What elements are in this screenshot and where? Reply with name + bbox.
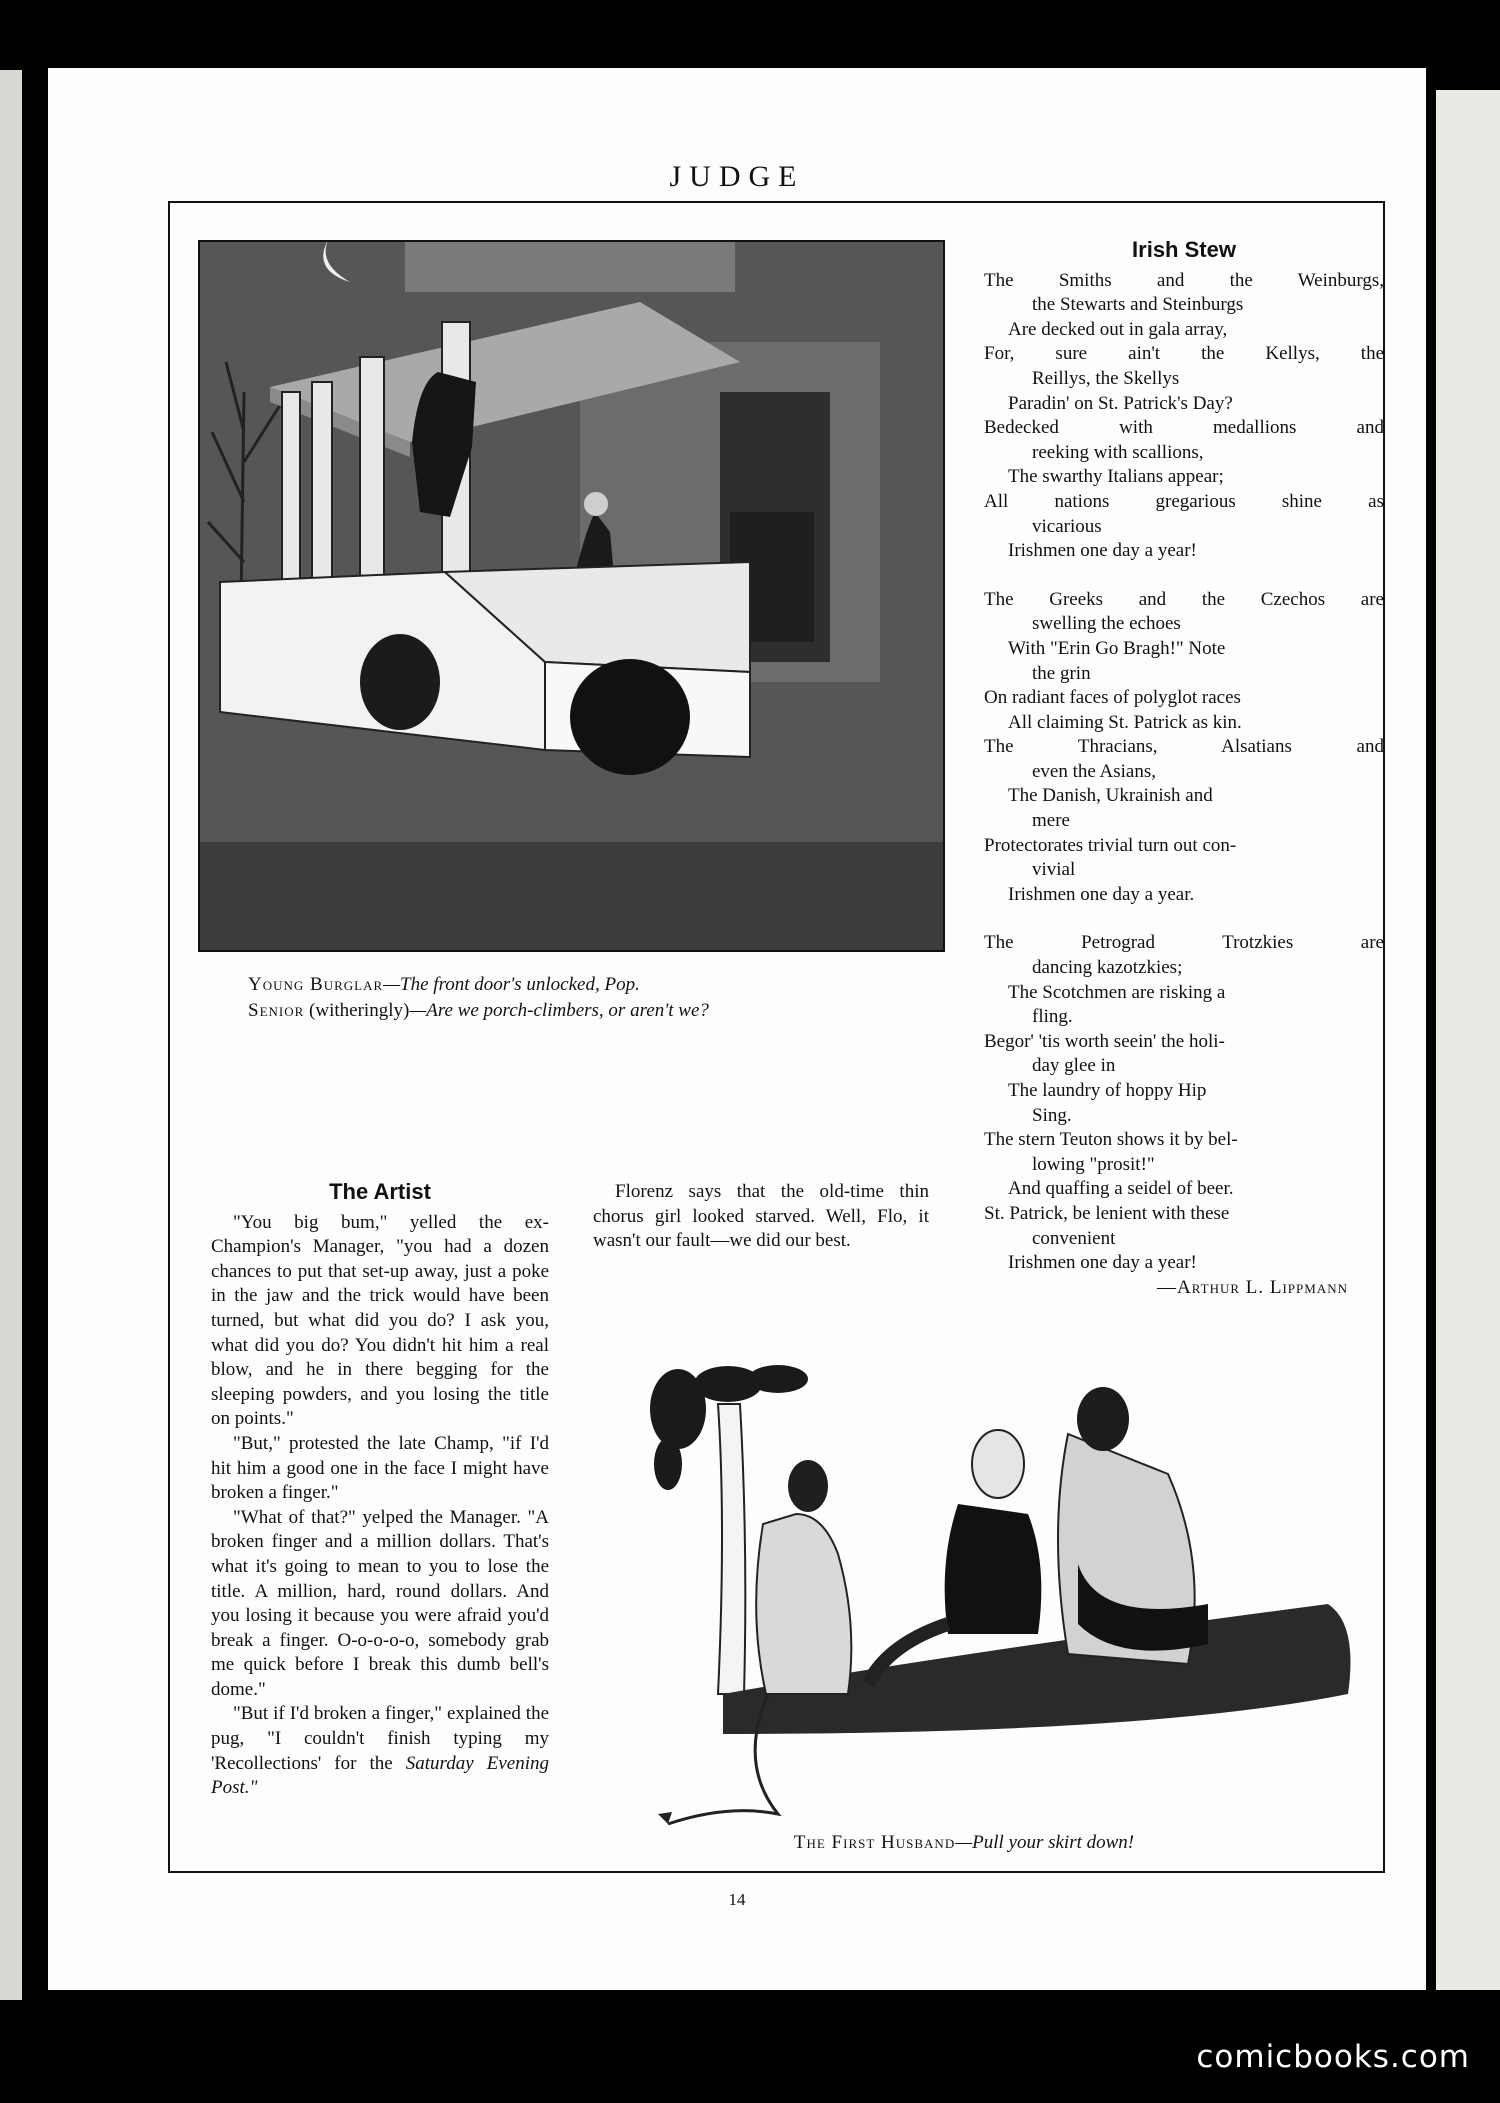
- poem-line: The Petrograd Trotzkies are: [984, 932, 1384, 954]
- eve-head: [972, 1430, 1024, 1498]
- caption-text: —Pull your skirt down!: [955, 1832, 1135, 1853]
- poem-line: The swarthy Italians appear;: [1008, 466, 1224, 488]
- poem-line: All claiming St. Patrick as kin.: [1008, 711, 1242, 733]
- poem-line: And quaffing a seidel of beer.: [1008, 1178, 1234, 1200]
- the-artist-story: [211, 1180, 549, 1801]
- poem-line: fling.: [1032, 1006, 1073, 1028]
- publication-name: Saturday Evening Post.": [211, 1752, 549, 1799]
- poem-line: the grin: [1032, 662, 1091, 684]
- poem-line: The stern Teuton shows it by bel-: [984, 1129, 1238, 1151]
- porch-burglars-illustration: [198, 240, 945, 952]
- poem-line: Sing.: [1032, 1104, 1072, 1126]
- poem-stanza-1: [984, 269, 1384, 564]
- caption-line-1: [248, 972, 709, 998]
- poem-line: Bedecked with medallions and: [984, 417, 1384, 439]
- tree-trunk: [718, 1404, 745, 1694]
- story-paragraph-text: "But if I'd broken a finger," explained the pug, "I couldn't finish typing my 'Recollections' for the: [211, 1703, 549, 1774]
- story-paragraph: "You big bum," yelled the ex-Champion's Manager, "you had a dozen chances to put that set-up away, just a poke in the jaw and the trick would have been turned, but what did you do? I ask you, what did you do? You didn't hit him a real blow, and he in there begging for the sleeping powders, and you losing the title on points.": [211, 1211, 549, 1430]
- poem-line: The Thracians, Alsatians and: [984, 736, 1384, 758]
- poem-line: On radiant faces of polyglot races: [984, 687, 1241, 709]
- magazine-title: JUDGE: [669, 160, 805, 193]
- poem-line: Paradin' on St. Patrick's Day?: [1008, 392, 1233, 414]
- poem-line: The Greeks and the Czechos are: [984, 588, 1384, 610]
- poem-line: convenient: [1032, 1227, 1116, 1249]
- poem-line: For, sure ain't the Kellys, the: [984, 343, 1384, 365]
- poem-line: Irishmen one day a year.: [1008, 883, 1195, 905]
- devil-head: [788, 1460, 828, 1512]
- poem-line: mere: [1032, 810, 1070, 832]
- story-paragraph: "But," protested the late Champ, "if I'd hit him a good one in the face I might have broken a finger.": [211, 1432, 549, 1504]
- poem-line: The Danish, Ukrainish and: [1008, 785, 1213, 807]
- poem-line: Irishmen one day a year!: [1008, 1252, 1197, 1274]
- page-number: 14: [728, 1890, 746, 1909]
- poem-stanza-2: [984, 588, 1384, 908]
- poem-line: Reillys, the Skellys: [1032, 367, 1180, 389]
- caption-speaker: Young Burglar: [248, 974, 384, 995]
- shrub-left: [360, 634, 440, 730]
- story-paragraph: [211, 1702, 549, 1800]
- poem-line: Irishmen one day a year!: [1008, 540, 1197, 562]
- story-paragraph: "What of that?" yelped the Manager. "A broken finger and a million dollars. That's what it's going to mean to you to lose the title. A million, hard, round dollars. And you losing it because you were afraid you'd break a finger. O-o-o-o-o, somebody grab me quick before I break this dumb bell's dome.": [211, 1506, 549, 1700]
- poem-line: With "Erin Go Bragh!" Note: [1008, 637, 1226, 659]
- poem-line: All nations gregarious shine as: [984, 490, 1384, 512]
- poem-line: the Stewarts and Steinburgs: [1032, 294, 1244, 316]
- poem-stanza-3: [984, 931, 1384, 1275]
- florenz-quip: Florenz says that the old-time thin chorus girl looked starved. Well, Flo, it wasn't our fault—we did our best.: [593, 1181, 929, 1252]
- garden-scene-drawing: [648, 1364, 1400, 1834]
- poem-line: The laundry of hoppy Hip: [1008, 1080, 1207, 1101]
- poem-line: lowing "prosit!": [1032, 1153, 1155, 1175]
- poem-author: —Arthur L. Lippmann: [1157, 1276, 1348, 1298]
- porch-scene-drawing: [200, 242, 943, 950]
- adjacent-page-edge: [0, 70, 22, 2000]
- poem-line: Begor' 'tis worth seein' the holi-: [984, 1030, 1225, 1052]
- poem-line: swelling the echoes: [1032, 613, 1181, 635]
- caption-aside: (witheringly): [304, 1000, 410, 1021]
- caption-speaker: Senior: [248, 1000, 305, 1021]
- poem-line: day glee in: [1032, 1055, 1116, 1077]
- poem-line: The Smiths and the Weinburgs,: [984, 269, 1384, 291]
- story-title: The Artist: [329, 1179, 431, 1204]
- irish-stew-poem: [984, 238, 1384, 1300]
- poem-line: dancing kazotzkies;: [1032, 957, 1183, 979]
- poem-line: St. Patrick, be lenient with these: [984, 1202, 1230, 1224]
- caption-text: —Are we porch-climbers, or aren't we?: [409, 1000, 709, 1021]
- cartoon1-caption: [248, 972, 709, 1024]
- magazine-page: [48, 68, 1426, 1990]
- adam-head: [1077, 1387, 1129, 1451]
- caption-speaker: The First Husband: [793, 1832, 956, 1853]
- poem-line: vicarious: [1032, 515, 1102, 537]
- shrub-right: [570, 659, 690, 775]
- poem-line: Protectorates trivial turn out con-: [984, 834, 1237, 856]
- next-page-edge: [1436, 90, 1500, 1990]
- caption-text: —The front door's unlocked, Pop.: [383, 974, 640, 995]
- poem-line: reeking with scallions,: [1032, 441, 1204, 463]
- devil-figure: [756, 1514, 851, 1694]
- caption-line-2: [248, 998, 709, 1024]
- first-husband-illustration: [648, 1364, 1400, 1854]
- cartoon2-caption: [584, 1830, 1344, 1856]
- poem-line: Are decked out in gala array,: [1008, 318, 1228, 340]
- poem-line: even the Asians,: [1032, 760, 1157, 782]
- site-watermark: comicbooks.com: [1196, 2039, 1470, 2075]
- poem-title: Irish Stew: [1132, 237, 1236, 262]
- poem-line: vivial: [1032, 859, 1076, 881]
- poem-line: The Scotchmen are risking a: [1008, 981, 1226, 1003]
- eve-leaf-dress: [945, 1504, 1042, 1634]
